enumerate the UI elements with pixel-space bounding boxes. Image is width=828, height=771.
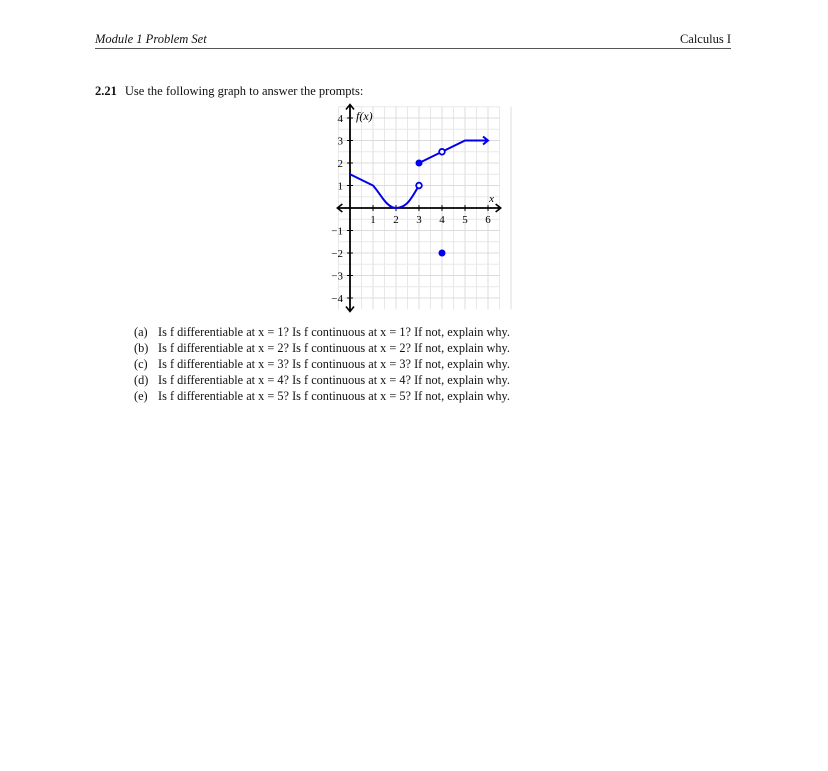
- x-tick-label: 6: [485, 214, 491, 226]
- y-tick-label: 1: [337, 180, 343, 193]
- prompt-item: [134, 388, 510, 404]
- prompt-item: [134, 324, 510, 340]
- page-header: [95, 30, 731, 49]
- y-tick-label: 3: [337, 135, 343, 148]
- x-tick-label: 3: [416, 214, 422, 226]
- problem-number: 2.21: [95, 84, 117, 98]
- open-point: [439, 149, 445, 155]
- closed-point: [416, 160, 423, 167]
- x-axis-label: x: [489, 193, 495, 205]
- course-title: Calculus I: [679, 32, 731, 46]
- y-tick-label: −3: [331, 270, 343, 283]
- prompt-label: (a): [134, 325, 148, 339]
- prompt-item: [134, 356, 510, 372]
- prompt-text: Is f differentiable at x = 4? Is f continuous at x = 4? If not, explain why.: [158, 373, 510, 387]
- prompt-text: Is f differentiable at x = 2? Is f continuous at x = 2? If not, explain why.: [158, 341, 510, 355]
- prompt-text: Is f differentiable at x = 1? Is f continuous at x = 1? If not, explain why.: [158, 325, 510, 339]
- function-graph: [320, 98, 520, 328]
- module-title: Module 1 Problem Set: [95, 32, 207, 46]
- prompt-label: (d): [134, 373, 149, 387]
- x-tick-label: 2: [393, 214, 399, 226]
- prompt-label: (c): [134, 357, 148, 371]
- x-tick-label: 4: [439, 214, 445, 226]
- closed-point: [439, 250, 446, 257]
- x-tick-label: 5: [462, 214, 468, 226]
- prompt-item: [134, 340, 510, 356]
- prompt-item: [134, 372, 510, 388]
- y-tick-label: −4: [331, 293, 343, 305]
- x-tick-label: 1: [370, 214, 376, 226]
- y-tick-label: −2: [331, 248, 343, 260]
- y-tick-label: −1: [331, 225, 343, 238]
- prompt-label: (e): [134, 389, 148, 403]
- problem-statement: [95, 84, 363, 99]
- y-tick-label: 2: [337, 158, 343, 170]
- y-axis-label: f(x): [356, 109, 373, 123]
- prompt-label: (b): [134, 341, 149, 355]
- prompt-list: [134, 324, 510, 404]
- problem-text: Use the following graph to answer the prompts:: [124, 84, 364, 98]
- prompt-text: Is f differentiable at x = 5? Is f continuous at x = 5? If not, explain why.: [158, 389, 510, 403]
- prompt-text: Is f differentiable at x = 3? Is f continuous at x = 3? If not, explain why.: [158, 357, 510, 371]
- y-tick-label: 4: [337, 113, 343, 125]
- open-point: [416, 183, 422, 189]
